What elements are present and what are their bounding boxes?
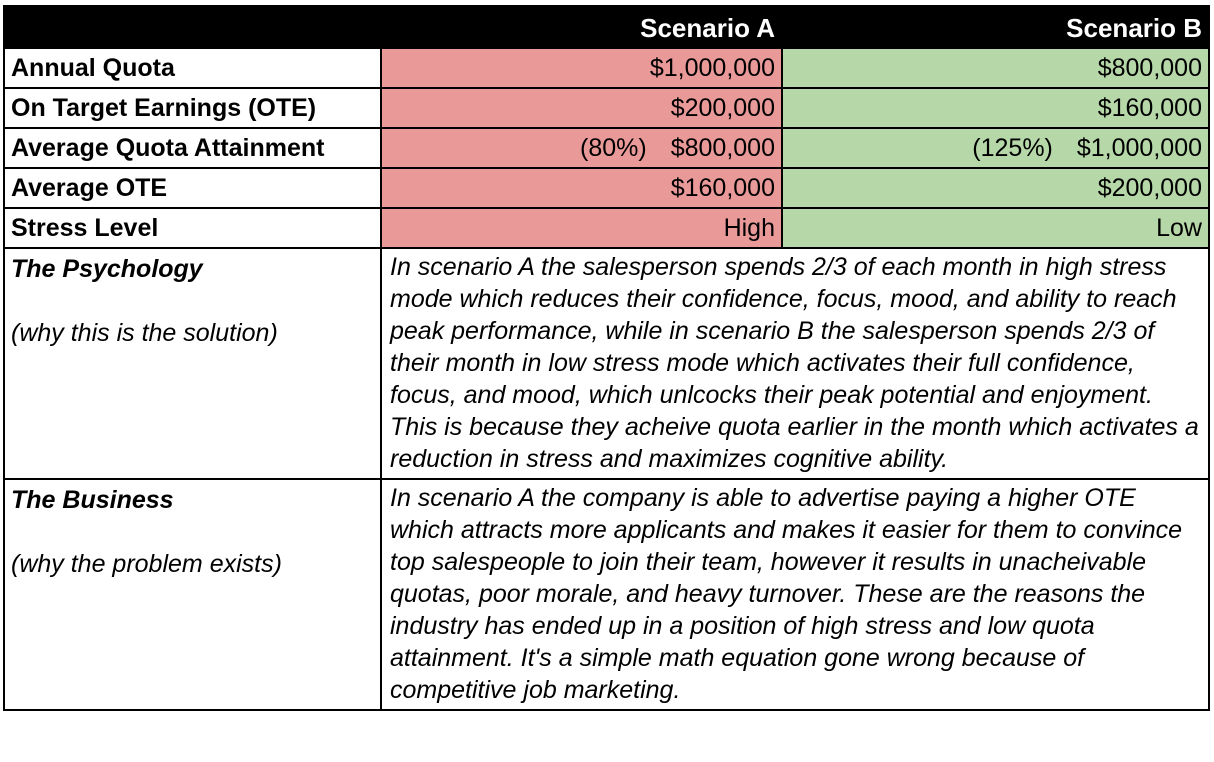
header-row [4,6,1209,48]
comparison-table [3,5,1210,711]
row-psychology [4,248,1209,479]
scenario-a-value: $200,000 [381,88,782,128]
row-label: Annual Quota [4,48,381,88]
row-business [4,479,1209,710]
psychology-subtitle: (why this is the solution) [11,319,278,347]
row-average-quota-attainment [4,128,1209,168]
row-stress-level [4,208,1209,248]
row-ote [4,88,1209,128]
row-average-ote [4,168,1209,208]
scenario-a-percent: (80%) [580,134,647,162]
header-scenario-b: Scenario B [782,6,1209,48]
scenario-b-value: $200,000 [782,168,1209,208]
business-text: In scenario A the company is able to advertise paying a higher OTE which attracts more applicants and makes it easier for them to convince top salespeople to join their team, however it results in unacheivable quotas, poor morale, and heavy turnover. These are the reasons the industry has ended up in a position of high stress and low quota attainment. It's a simple math equation gone wrong because of competitive job marketing. [381,479,1209,710]
psychology-text: In scenario A the salesperson spends 2/3 of each month in high stress mode which reduces their confidence, focus, mood, and ability to reach peak performance, while in scenario B the salesperson spends 2/3 of their month in low stress mode which activates their full confidence, focus, and mood, which unlcocks their peak potential and enjoyment. This is because they acheive quota earlier in the month which activates a reduction in stress and maximizes cognitive ability. [381,248,1209,479]
scenario-b-value: $160,000 [782,88,1209,128]
scenario-b-value: $800,000 [782,48,1209,88]
row-annual-quota [4,48,1209,88]
scenario-a-cell [381,128,782,168]
row-label: Average Quota Attainment [4,128,381,168]
scenario-a-value: $1,000,000 [381,48,782,88]
scenario-b-percent: (125%) [972,134,1053,162]
header-scenario-a: Scenario A [381,6,782,48]
scenario-a-value: High [381,208,782,248]
scenario-b-cell [782,128,1209,168]
row-label: Stress Level [4,208,381,248]
scenario-a-value: $800,000 [670,134,775,162]
scenario-a-value: $160,000 [381,168,782,208]
row-label: Average OTE [4,168,381,208]
scenario-b-value: $1,000,000 [1076,134,1202,162]
scenario-b-value: Low [782,208,1209,248]
psychology-title: The Psychology [11,255,203,283]
business-subtitle: (why the problem exists) [11,550,282,578]
header-empty-cell [4,6,381,48]
psychology-label-cell [4,248,381,479]
business-label-cell [4,479,381,710]
business-title: The Business [11,486,174,514]
row-label: On Target Earnings (OTE) [4,88,381,128]
